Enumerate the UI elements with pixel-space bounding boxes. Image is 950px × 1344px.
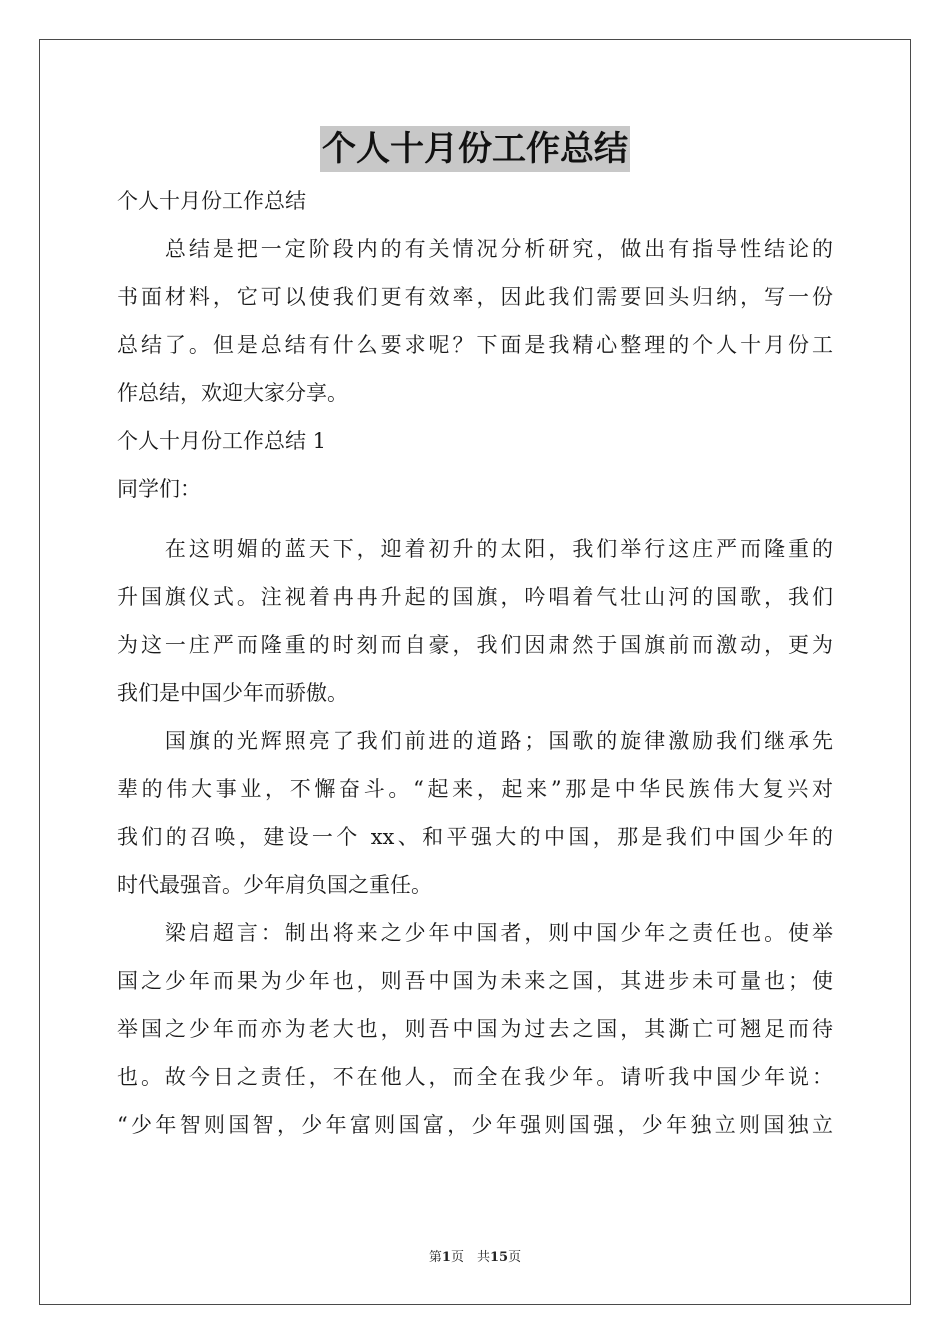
paragraph-line: 我们是中国少年而骄傲。: [117, 681, 348, 705]
footer-prefix: 第: [428, 1250, 442, 1265]
total-pages-number: 15: [489, 1250, 509, 1265]
title-container: [0, 126, 950, 172]
paragraph-line: “少年智则国智，少年富则国富，少年强则国强，少年独立则国独立: [117, 1113, 833, 1137]
paragraph-line: 我们的召唤，建设一个 xx、和平强大的中国，那是我们中国少年的: [117, 825, 833, 849]
document-title: 个人十月份工作总结: [320, 126, 630, 172]
paragraph-line: 国之少年而果为少年也，则吾中国为未来之国，其进步未可量也；使: [117, 969, 833, 993]
paragraph-line: 升国旗仪式。注视着冉冉升起的国旗，吟唱着气壮山河的国歌，我们: [117, 585, 833, 609]
current-page-number: 1: [441, 1250, 451, 1265]
paragraph-line: 辈的伟大事业，不懈奋斗。“起来，起来”那是中华民族伟大复兴对: [117, 777, 833, 801]
paragraph-line: 总结是把一定阶段内的有关情况分析研究，做出有指导性结论的: [117, 237, 833, 261]
page-footer: [0, 1246, 950, 1265]
paragraph-line: 时代最强音。少年肩负国之重任。: [117, 873, 432, 897]
paragraph-line: 举国之少年而亦为老大也，则吾中国为过去之国，其澌亡可翘足而待: [117, 1017, 833, 1041]
paragraph-line: 在这明媚的蓝天下，迎着初升的太阳，我们举行这庄严而隆重的: [117, 537, 833, 561]
footer-suffix: 页: [508, 1250, 522, 1265]
paragraph-line: 也。故今日之责任，不在他人，而全在我少年。请听我中国少年说：: [117, 1065, 833, 1089]
section-heading: 个人十月份工作总结 1: [117, 429, 327, 453]
paragraph-line: 作总结，欢迎大家分享。: [117, 381, 348, 405]
paragraph-line: 梁启超言：制出将来之少年中国者，则中国少年之责任也。使举: [117, 921, 833, 945]
salutation-line: 同学们：: [117, 477, 201, 501]
paragraph-line: 书面材料，它可以使我们更有效率，因此我们需要回头归纳，写一份: [117, 285, 833, 309]
paragraph-line: 总结了。但是总结有什么要求呢？下面是我精心整理的个人十月份工: [117, 333, 833, 357]
footer-mid: 页 共: [450, 1250, 490, 1265]
paragraph-line: 国旗的光辉照亮了我们前进的道路；国歌的旋律激励我们继承先: [117, 729, 833, 753]
subtitle-line: 个人十月份工作总结: [117, 189, 306, 213]
paragraph-line: 为这一庄严而隆重的时刻而自豪，我们因肃然于国旗前而激动，更为: [117, 633, 833, 657]
